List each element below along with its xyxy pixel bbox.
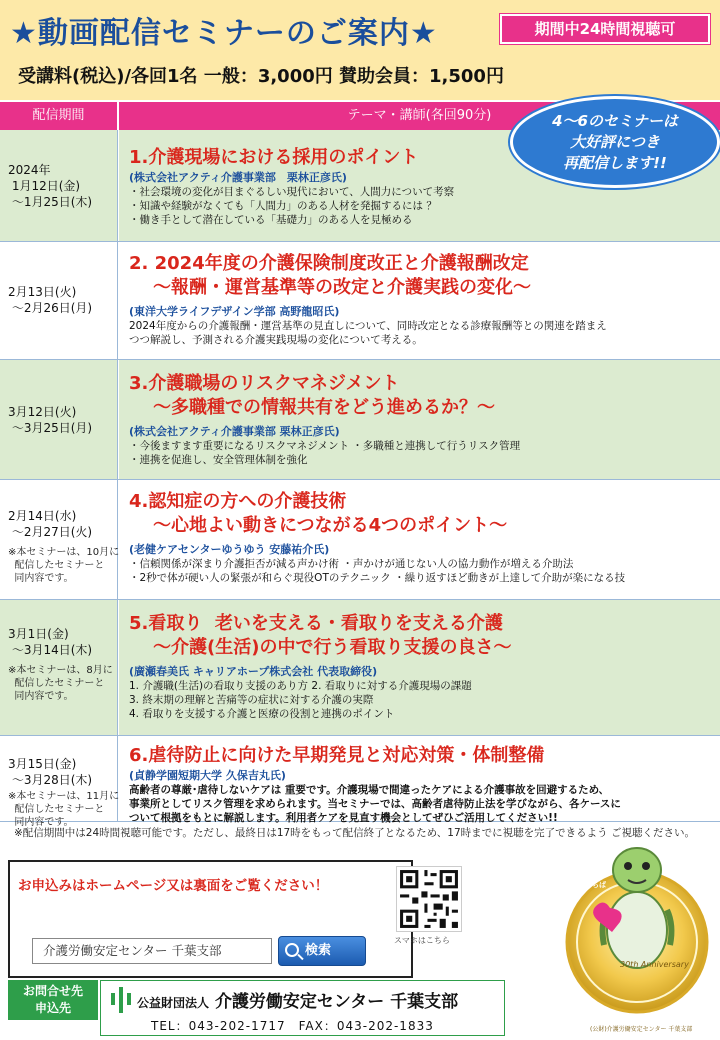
period-dates: 3月1日(金) ～3月14日(木) [8, 627, 93, 657]
seminar-row-4 [0, 480, 720, 600]
rerun-note: ※本セミナーは、8月に 配信したセミナーと 同内容です。 [8, 665, 113, 702]
period-dates: 2024年 1月12日(金) ～1月25日(木) [8, 163, 93, 209]
seminar-title: 3.介護職場のリスクマネジメント [129, 373, 400, 394]
theme-cell [119, 360, 720, 479]
seminar-desc-line: ・今後ますます重要になるリスクマネジメント ・多職種と連携して行うリスク管理 [129, 440, 521, 452]
seminar-desc-line: ・2秒で体が硬い人の緊張が和らぐ現役OTのテクニック ・繰り返すほど動きが上達して介助が楽になる技 [129, 572, 626, 584]
rerun-note: ※本セミナーは、11月に 配信したセミナーと 同内容です。 [8, 791, 120, 828]
seminar-speaker: (老健ケアセンターゆうゆう 安藤祐介氏) [129, 543, 330, 556]
seminar-subtitle: ～報酬・運営基準等の改定と介護実践の変化～ [153, 277, 531, 298]
seminar-speaker: (廣瀬春美氏 キャリアホープ株式会社 代表取締役) [129, 665, 378, 678]
seminar-row-5 [0, 600, 720, 736]
seminar-speaker: (東洋大学ライフデザイン学部 高野龍昭氏) [129, 305, 340, 318]
page-title: ★動画配信セミナーのご案内★ [10, 16, 438, 51]
seminar-desc-line: 2024年度からの介護報酬・運営基準の見直しについて、同時改定となる診療報酬等との関連を踏まえ [129, 320, 607, 332]
seminar-desc-line: ・連携を促進し、安全管理体制を強化 [129, 454, 308, 466]
period-cell [0, 242, 118, 359]
period-cell [0, 736, 120, 828]
seminar-subtitle: ～心地よい動きにつながる4つのポイント～ [153, 515, 508, 536]
seminar-speaker: (株式会社アクティ介護事業部 栗林正彦氏) [129, 171, 347, 184]
organization-name [137, 987, 458, 1012]
contact-label-line: お問合せ先 [22, 984, 83, 998]
period-cell [0, 130, 118, 241]
seminar-row-6 [0, 736, 720, 828]
seminar-speaker: (貞静学園短期大学 久保吉丸氏) [129, 769, 286, 782]
mascot-caption: (公財)介護労働安定センター 千葉支部 [590, 1026, 693, 1033]
callout-line: 再配信します!! [563, 154, 667, 172]
seminar-desc-line: ついて根拠をもとに解説します。利用者ケアを見直す機会としてぜひご活用してください!! [129, 812, 558, 824]
seminar-title: 1.介護現場における採用のポイント [129, 147, 419, 168]
period-cell [0, 360, 118, 479]
column-header-theme: テーマ・講師(各回90分) [119, 102, 720, 130]
organization-logo-icon [111, 987, 131, 1013]
theme-cell [119, 242, 720, 359]
apply-box [8, 860, 413, 978]
rerun-note: ※本セミナーは、10月に 配信したセミナーと 同内容です。 [8, 547, 120, 584]
organization-prefix: 公益財団法人 [137, 996, 210, 1010]
contact-label [8, 980, 98, 1020]
seminar-title: 4.認知症の方への介護技術 [129, 491, 347, 512]
viewing-footnote: ※配信期間中は24時間視聴可能です。ただし、最終日は17時をもって配信終了となるため、17時までに視聴を完了できるよう ご視聴ください。 [14, 827, 695, 839]
theme-cell [119, 600, 720, 735]
seminar-row-3 [0, 360, 720, 480]
rebroadcast-callout [510, 96, 720, 188]
organization-name-text: 介護労働安定センター 千葉支部 [214, 992, 459, 1012]
seminar-desc-line: 3. 終末期の理解と苦痛等の症状に対する介護の実際 [129, 694, 374, 706]
seminar-speaker: (株式会社アクティ介護事業部 栗林正彦氏) [129, 425, 340, 438]
seminar-title: 6.虐待防止に向けた早期発見と対応対策・体制整備 [129, 745, 545, 766]
price-line: 受講料(税込)/各回1名 一般：3,000円 賛助会員：1,500円 [18, 66, 504, 87]
period-dates: 2月14日(水) ～2月27日(火) [8, 509, 93, 539]
seminar-desc-line: ・働き手として潜在している「基礎力」のある人を見極める [129, 214, 413, 226]
seminar-desc-line: 4. 看取りを支援する介護と医療の役割と連携のポイント [129, 708, 395, 720]
theme-cell [119, 736, 720, 824]
header-banner [0, 0, 720, 100]
seminar-desc-line: ・社会環境の変化が目まぐるしい現代において、人間力について考察 [129, 186, 455, 198]
search-button-label: 検索 [305, 943, 332, 958]
qr-code-icon[interactable] [396, 866, 462, 932]
contact-phone-fax: TEL：043-202-1717 FAX：043-202-1833 [151, 1019, 434, 1033]
theme-cell [119, 480, 720, 599]
search-input[interactable]: 介護労働安定センター 千葉支部 [32, 938, 272, 964]
heart-text: ちば [592, 881, 606, 889]
callout-line: 4～6のセミナーは [552, 112, 678, 130]
anniversary-mascot-icon [562, 830, 712, 1030]
seminar-desc-line: つつ解説し、予測される介護実践現場の変化について考える。 [129, 334, 423, 346]
apply-instruction: お申込みはホームページ又は裏面をご覧ください！ [18, 878, 329, 894]
qr-caption: スマホはこちら [394, 936, 450, 945]
callout-line: 大好評につき [570, 133, 660, 151]
seminar-subtitle: ～介護(生活)の中で行う看取り支援の良さ～ [153, 637, 512, 658]
organization-box [100, 980, 505, 1036]
period-dates: 3月12日(火) ～3月25日(月) [8, 405, 93, 435]
seminar-desc-line: ・知識や経験がなくても「人間力」のある人材を発掘するには ？ [129, 200, 437, 212]
period-dates: 3月15日(金) ～3月28日(木) [8, 757, 93, 787]
anniversary-text: 30th Anniversary [620, 960, 689, 969]
seminar-title: 2. 2024年度の介護保険制度改正と介護報酬改定 [129, 253, 529, 274]
seminar-row-2 [0, 242, 720, 360]
search-button[interactable] [278, 936, 366, 966]
seminar-desc-line: ・信頼関係が深まり介護拒否が減る声かけ術 ・声かけが通じない人の協力動作が増える介助法 [129, 558, 574, 570]
column-header-period: 配信期間 [0, 102, 118, 130]
seminar-desc-line: 高齢者の尊厳･虐待しないケアは 重要です。介護現場で間違ったケアによる介護事故を回避するため、 [129, 784, 610, 796]
seminar-desc-line: 事業所としてリスク管理を求められます。当セミナーでは、高齢者虐待防止法を学びながら、各ケースに [129, 798, 621, 810]
contact-label-line: 申込先 [34, 1001, 71, 1015]
viewing-badge: 期間中24時間視聴可 [500, 14, 710, 44]
seminar-desc-line: 1. 介護職(生活)の看取り支援のあり方 2. 看取りに対する介護現場の課題 [129, 680, 472, 692]
period-dates: 2月13日(火) ～2月26日(月) [8, 285, 93, 315]
period-cell [0, 480, 118, 599]
period-cell [0, 600, 118, 735]
seminar-subtitle: ～多職種での情報共有をどう進めるか？～ [153, 397, 495, 418]
seminar-title: 5.看取り 老いを支える・看取りを支える介護 [129, 613, 503, 634]
search-icon [285, 943, 299, 957]
